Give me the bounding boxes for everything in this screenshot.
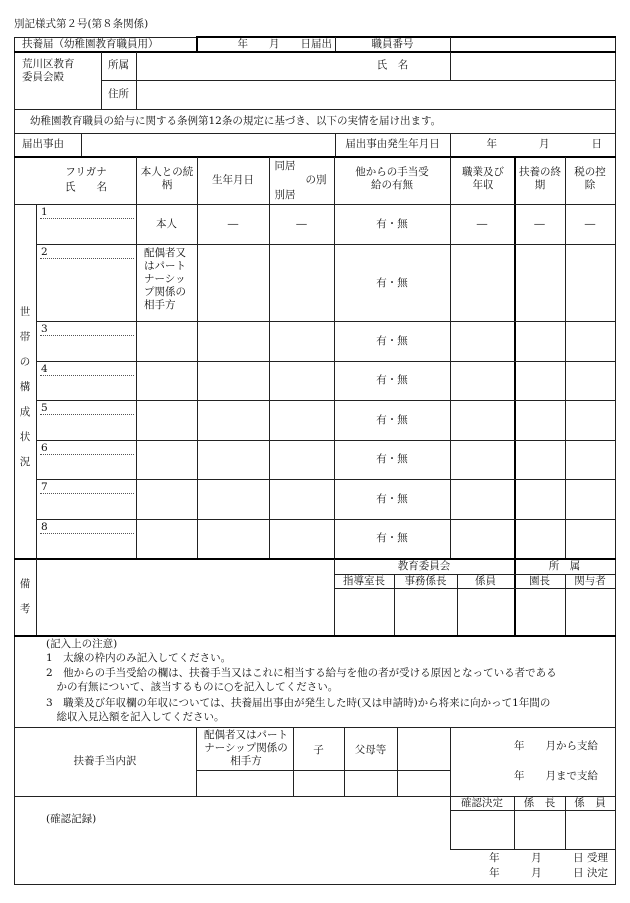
dept-approval-label: 所 属	[548, 560, 581, 572]
row-1-relation: 本人	[156, 218, 177, 230]
grid-line	[450, 52, 451, 80]
row-5-no: 5	[41, 402, 48, 414]
row-2-allowance[interactable]: 有・無	[376, 277, 408, 289]
note-3: 3 職業及び年収欄の年収については、扶養届出事由が発生した時(又は申請時)から将来に向かって1年間の	[46, 697, 551, 709]
row-1-tax: ―	[584, 218, 596, 230]
confirm-staff: 係 員	[574, 797, 606, 809]
grid-line	[81, 133, 82, 157]
col-occupation: 職業及び年収	[462, 166, 504, 191]
addressee: 荒川区教育委員会殿	[22, 58, 75, 83]
grid-line	[615, 37, 616, 885]
breakdown-label: 扶養手当内訳	[73, 755, 137, 767]
grid-line	[36, 479, 616, 480]
row-1-allowance[interactable]: 有・無	[376, 218, 408, 230]
remarks-label: 備考	[19, 578, 31, 615]
grid-line	[196, 770, 450, 771]
col-end: 扶養の終期	[519, 166, 561, 191]
col-cohabit-2: の別	[305, 174, 327, 186]
grid-line	[450, 133, 451, 157]
dept-label: 所属	[108, 59, 129, 71]
row-1-end: ―	[534, 218, 545, 230]
applicant-name-field[interactable]	[452, 53, 614, 79]
grid-line	[344, 727, 345, 796]
note-3-cont: 総収入見込額を記入してください。	[46, 711, 225, 723]
grid-line	[40, 414, 134, 415]
grid-line	[40, 218, 134, 219]
grid-line	[36, 400, 616, 401]
dept-col-principal: 園長	[529, 575, 550, 587]
col-name: 氏 名	[65, 181, 107, 193]
row-5-allowance[interactable]: 有・無	[376, 414, 408, 426]
confirm-chief: 係 長	[523, 797, 556, 809]
note-1: 1 太線の枠内のみ記入してください。	[46, 652, 232, 664]
grid-line	[36, 204, 37, 559]
grid-line	[450, 810, 616, 811]
payment-from: 年 月から支給	[514, 740, 598, 752]
grid-line	[36, 244, 616, 245]
row-3-allowance[interactable]: 有・無	[376, 335, 408, 347]
confirm-decision: 確認決定	[461, 797, 503, 809]
decided-date: 年 月 日 決定	[489, 867, 608, 879]
board-col-chief: 事務係長	[404, 575, 447, 587]
grid-line	[40, 533, 134, 534]
col-tax: 税の控除	[574, 166, 606, 191]
grid-line	[36, 440, 616, 441]
grid-line	[293, 727, 294, 796]
col-relation: 本人との続柄	[140, 166, 194, 191]
form-number: 別記様式第２号(第８条関係)	[14, 18, 149, 30]
grid-line	[36, 321, 616, 322]
note-2: 2 他からの手当受給の欄は、扶養手当又はこれに相当する給与を他の者が受ける原因となっている者である	[46, 667, 557, 679]
form-name: 扶養届（幼稚園教育職員用）	[22, 38, 159, 50]
grid-line	[14, 727, 616, 728]
grid-line	[14, 109, 616, 110]
grid-line	[14, 133, 616, 134]
row-1-occupation: ―	[476, 218, 488, 230]
date-filed: 年 月 日届出	[237, 38, 332, 50]
row-3-no: 3	[41, 323, 48, 335]
breakdown-parents: 父母等	[354, 744, 387, 756]
col-furigana: フリガナ	[65, 166, 107, 178]
grid-line	[14, 204, 616, 205]
row-6-no: 6	[41, 442, 48, 454]
reason-date-label: 届出事由発生年月日	[345, 138, 440, 150]
grid-line	[36, 519, 616, 520]
col-birth: 生年月日	[212, 174, 254, 186]
grid-line	[40, 493, 134, 494]
row-1-birth: ―	[227, 218, 239, 230]
row-4-allowance[interactable]: 有・無	[376, 374, 408, 386]
household-label: 世帯の構成状況	[19, 306, 31, 468]
grid-line	[450, 37, 451, 52]
row-1-no: 1	[41, 206, 48, 218]
staff-no-field[interactable]	[452, 38, 614, 51]
remarks-field[interactable]	[38, 561, 332, 633]
dept-col-involved: 関与者	[574, 575, 606, 587]
col-allowance: 他からの手当受給の有無	[355, 166, 429, 191]
board-col-staff: 係員	[475, 575, 496, 587]
row-7-no: 7	[41, 481, 48, 493]
grid-line	[40, 375, 134, 376]
board-label: 教育委員会	[397, 560, 451, 572]
grid-line	[40, 258, 134, 259]
grid-line	[196, 727, 197, 796]
row-6-allowance[interactable]: 有・無	[376, 453, 408, 465]
breakdown-spouse: 配偶者又はパートナーシップ関係の相手方	[204, 729, 288, 767]
grid-line	[450, 727, 451, 796]
grid-line	[40, 454, 134, 455]
dept-field[interactable]	[138, 53, 334, 79]
row-8-allowance[interactable]: 有・無	[376, 532, 408, 544]
board-col-director: 指導室長	[343, 575, 385, 587]
grid-line	[334, 588, 616, 589]
grid-line	[196, 36, 198, 52]
grid-line	[450, 849, 616, 850]
grid-line	[14, 884, 616, 885]
col-cohabit-1: 同居	[274, 160, 296, 172]
staff-no-label: 職員番号	[371, 38, 414, 50]
reason-field[interactable]	[83, 135, 333, 155]
row-1-cohabit: ―	[296, 218, 307, 230]
payment-until: 年 月まで支給	[514, 770, 598, 782]
address-label: 住所	[108, 88, 129, 100]
grid-line	[397, 727, 398, 796]
row-2-no: 2	[41, 246, 48, 258]
breakdown-child: 子	[313, 744, 324, 756]
row-7-allowance[interactable]: 有・無	[376, 493, 408, 505]
grid-line	[14, 635, 616, 637]
row-4-no: 4	[41, 363, 48, 375]
grid-line	[14, 156, 616, 158]
grid-line	[40, 335, 134, 336]
grid-line	[101, 80, 615, 81]
note-2-cont: かの有無について、該当するものに○を記入してください。	[46, 681, 339, 693]
name-label: 氏 名	[376, 59, 409, 71]
address-field[interactable]	[138, 82, 614, 108]
grid-line	[36, 559, 37, 635]
row-2-relation: 配偶者又はパートナーシップ関係の相手方	[144, 247, 186, 311]
col-cohabit-3: 別居	[274, 189, 296, 201]
confirmation-label: (確認記録)	[46, 813, 97, 825]
notes-heading: (記入上の注意)	[46, 638, 118, 650]
row-8-no: 8	[41, 521, 48, 533]
reason-label: 届出事由	[22, 138, 64, 150]
received-date: 年 月 日 受理	[489, 852, 608, 864]
statement: 幼稚園教育職員の給与に関する条例第12条の規定に基づき、以下の実情を届け出ます。	[30, 115, 442, 127]
grid-line	[36, 361, 616, 362]
reason-date-value: 年 月 日	[486, 138, 602, 150]
